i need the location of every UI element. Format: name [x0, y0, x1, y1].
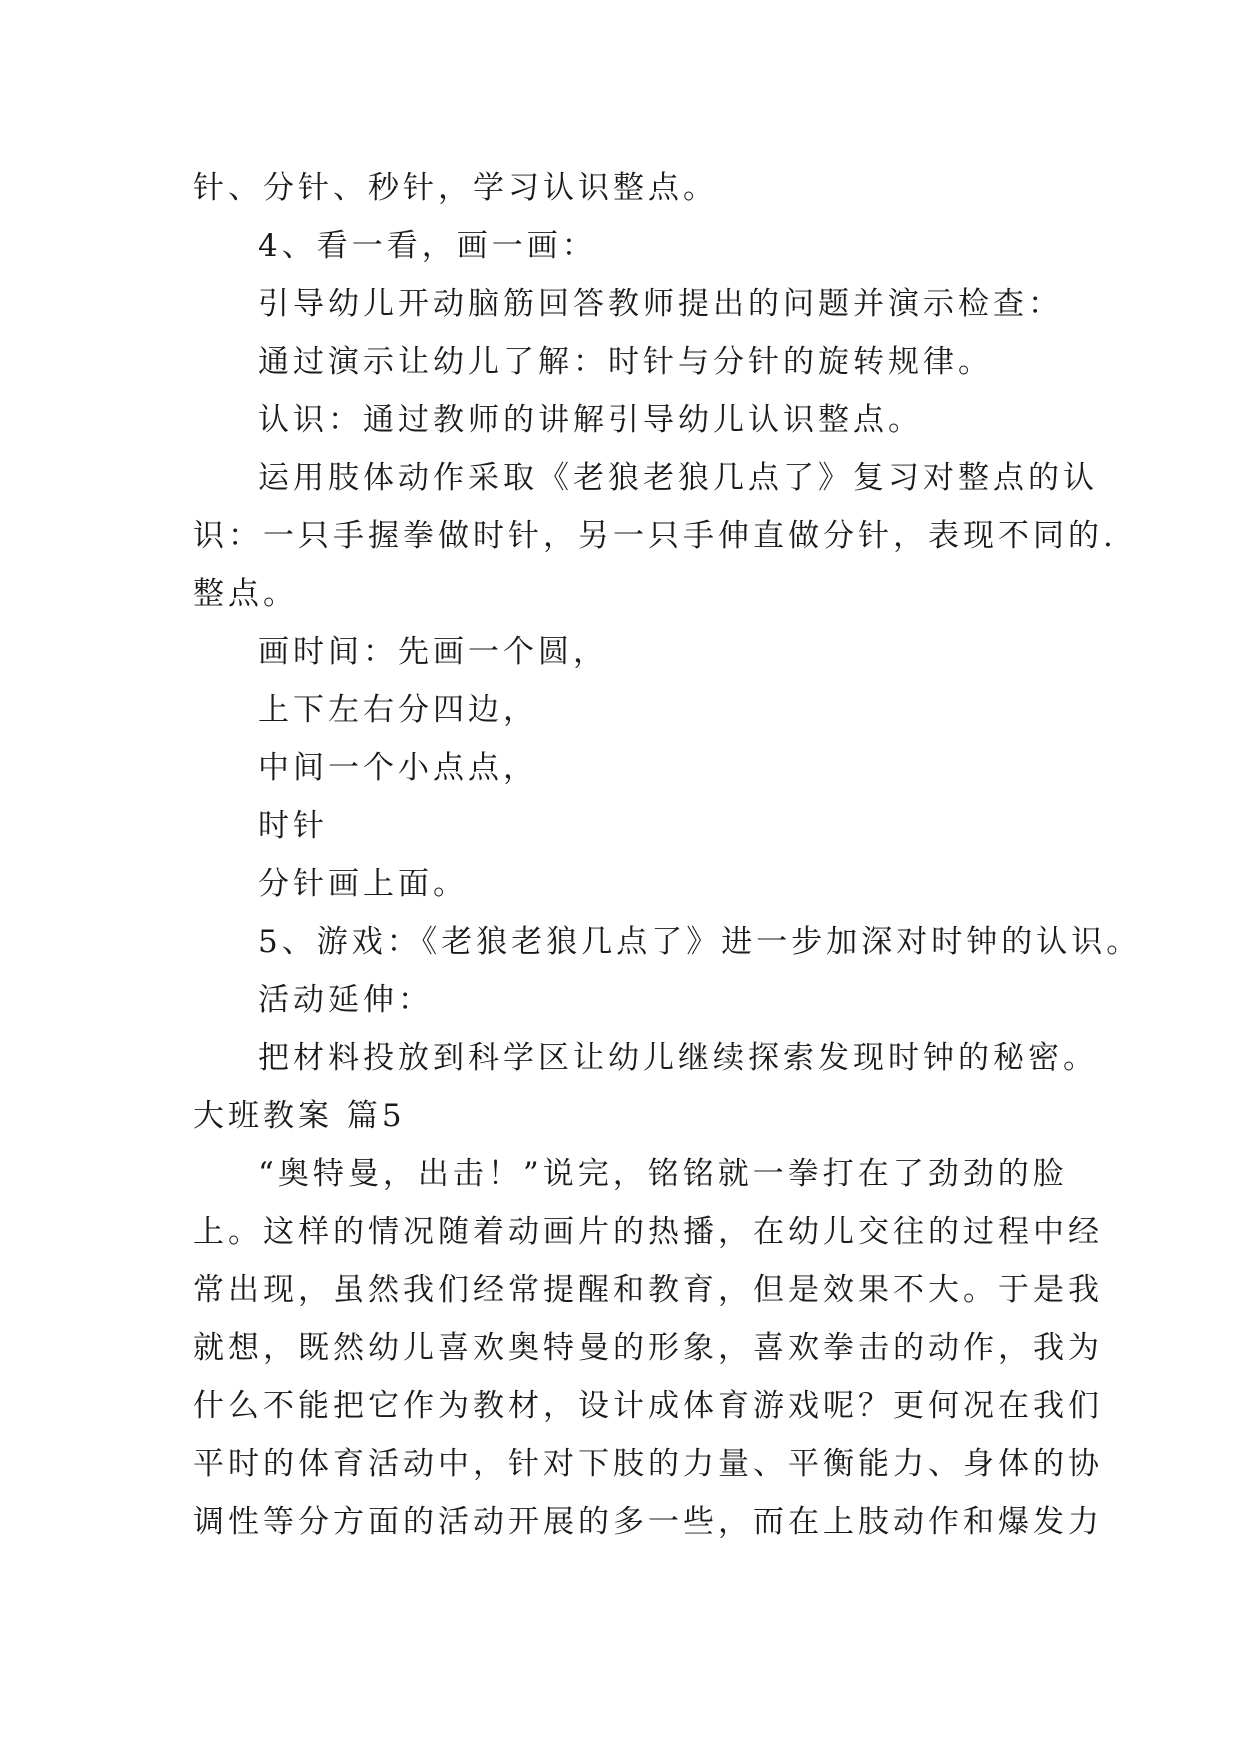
text-line-15: 活动延伸： — [258, 982, 433, 1018]
text-line-5: 认识：通过教师的讲解引导幼儿认识整点。 — [258, 402, 923, 438]
text-line-4: 通过演示让幼儿了解：时针与分针的旋转规律。 — [258, 344, 993, 380]
text-line-1: 针、分针、秒针，学习认识整点。 — [193, 170, 718, 206]
text-line-20: 常出现，虽然我们经常提醒和教育，但是效果不大。于是我 — [193, 1272, 1103, 1308]
text-line-8: 整点。 — [193, 576, 298, 612]
text-line-7: 识：一只手握拳做时针，另一只手伸直做分针，表现不同的. — [193, 518, 1117, 554]
text-line-19: 上。这样的情况随着动画片的热播，在幼儿交往的过程中经 — [193, 1214, 1103, 1250]
text-line-2: 4、看一看，画一画： — [258, 228, 597, 264]
text-line-16: 把材料投放到科学区让幼儿继续探索发现时钟的秘密。 — [258, 1040, 1098, 1076]
text-line-6: 运用肢体动作采取《老狼老狼几点了》复习对整点的认 — [258, 460, 1098, 496]
text-line-21: 就想，既然幼儿喜欢奥特曼的形象，喜欢拳击的动作，我为 — [193, 1330, 1103, 1366]
text-line-22: 什么不能把它作为教材，设计成体育游戏呢？更何况在我们 — [193, 1388, 1103, 1424]
text-line-23: 平时的体育活动中，针对下肢的力量、平衡能力、身体的协 — [193, 1446, 1103, 1482]
text-line-14: 5、游戏：《老狼老狼几点了》进一步加深对时钟的认识。 — [258, 924, 1142, 960]
text-line-11: 中间一个小点点， — [258, 750, 538, 786]
text-line-18: “奥特曼，出击！”说完，铭铭就一拳打在了劲劲的脸 — [258, 1156, 1068, 1192]
text-line-13: 分针画上面。 — [258, 866, 468, 902]
text-line-3: 引导幼儿开动脑筋回答教师提出的问题并演示检查： — [258, 286, 1063, 322]
text-line-24: 调性等分方面的活动开展的多一些，而在上肢动作和爆发力 — [193, 1504, 1103, 1540]
text-line-10: 上下左右分四边， — [258, 692, 538, 728]
text-line-9: 画时间：先画一个圆， — [258, 634, 608, 670]
section-heading: 大班教案 篇5 — [193, 1098, 406, 1134]
text-line-12: 时针 — [258, 808, 328, 844]
